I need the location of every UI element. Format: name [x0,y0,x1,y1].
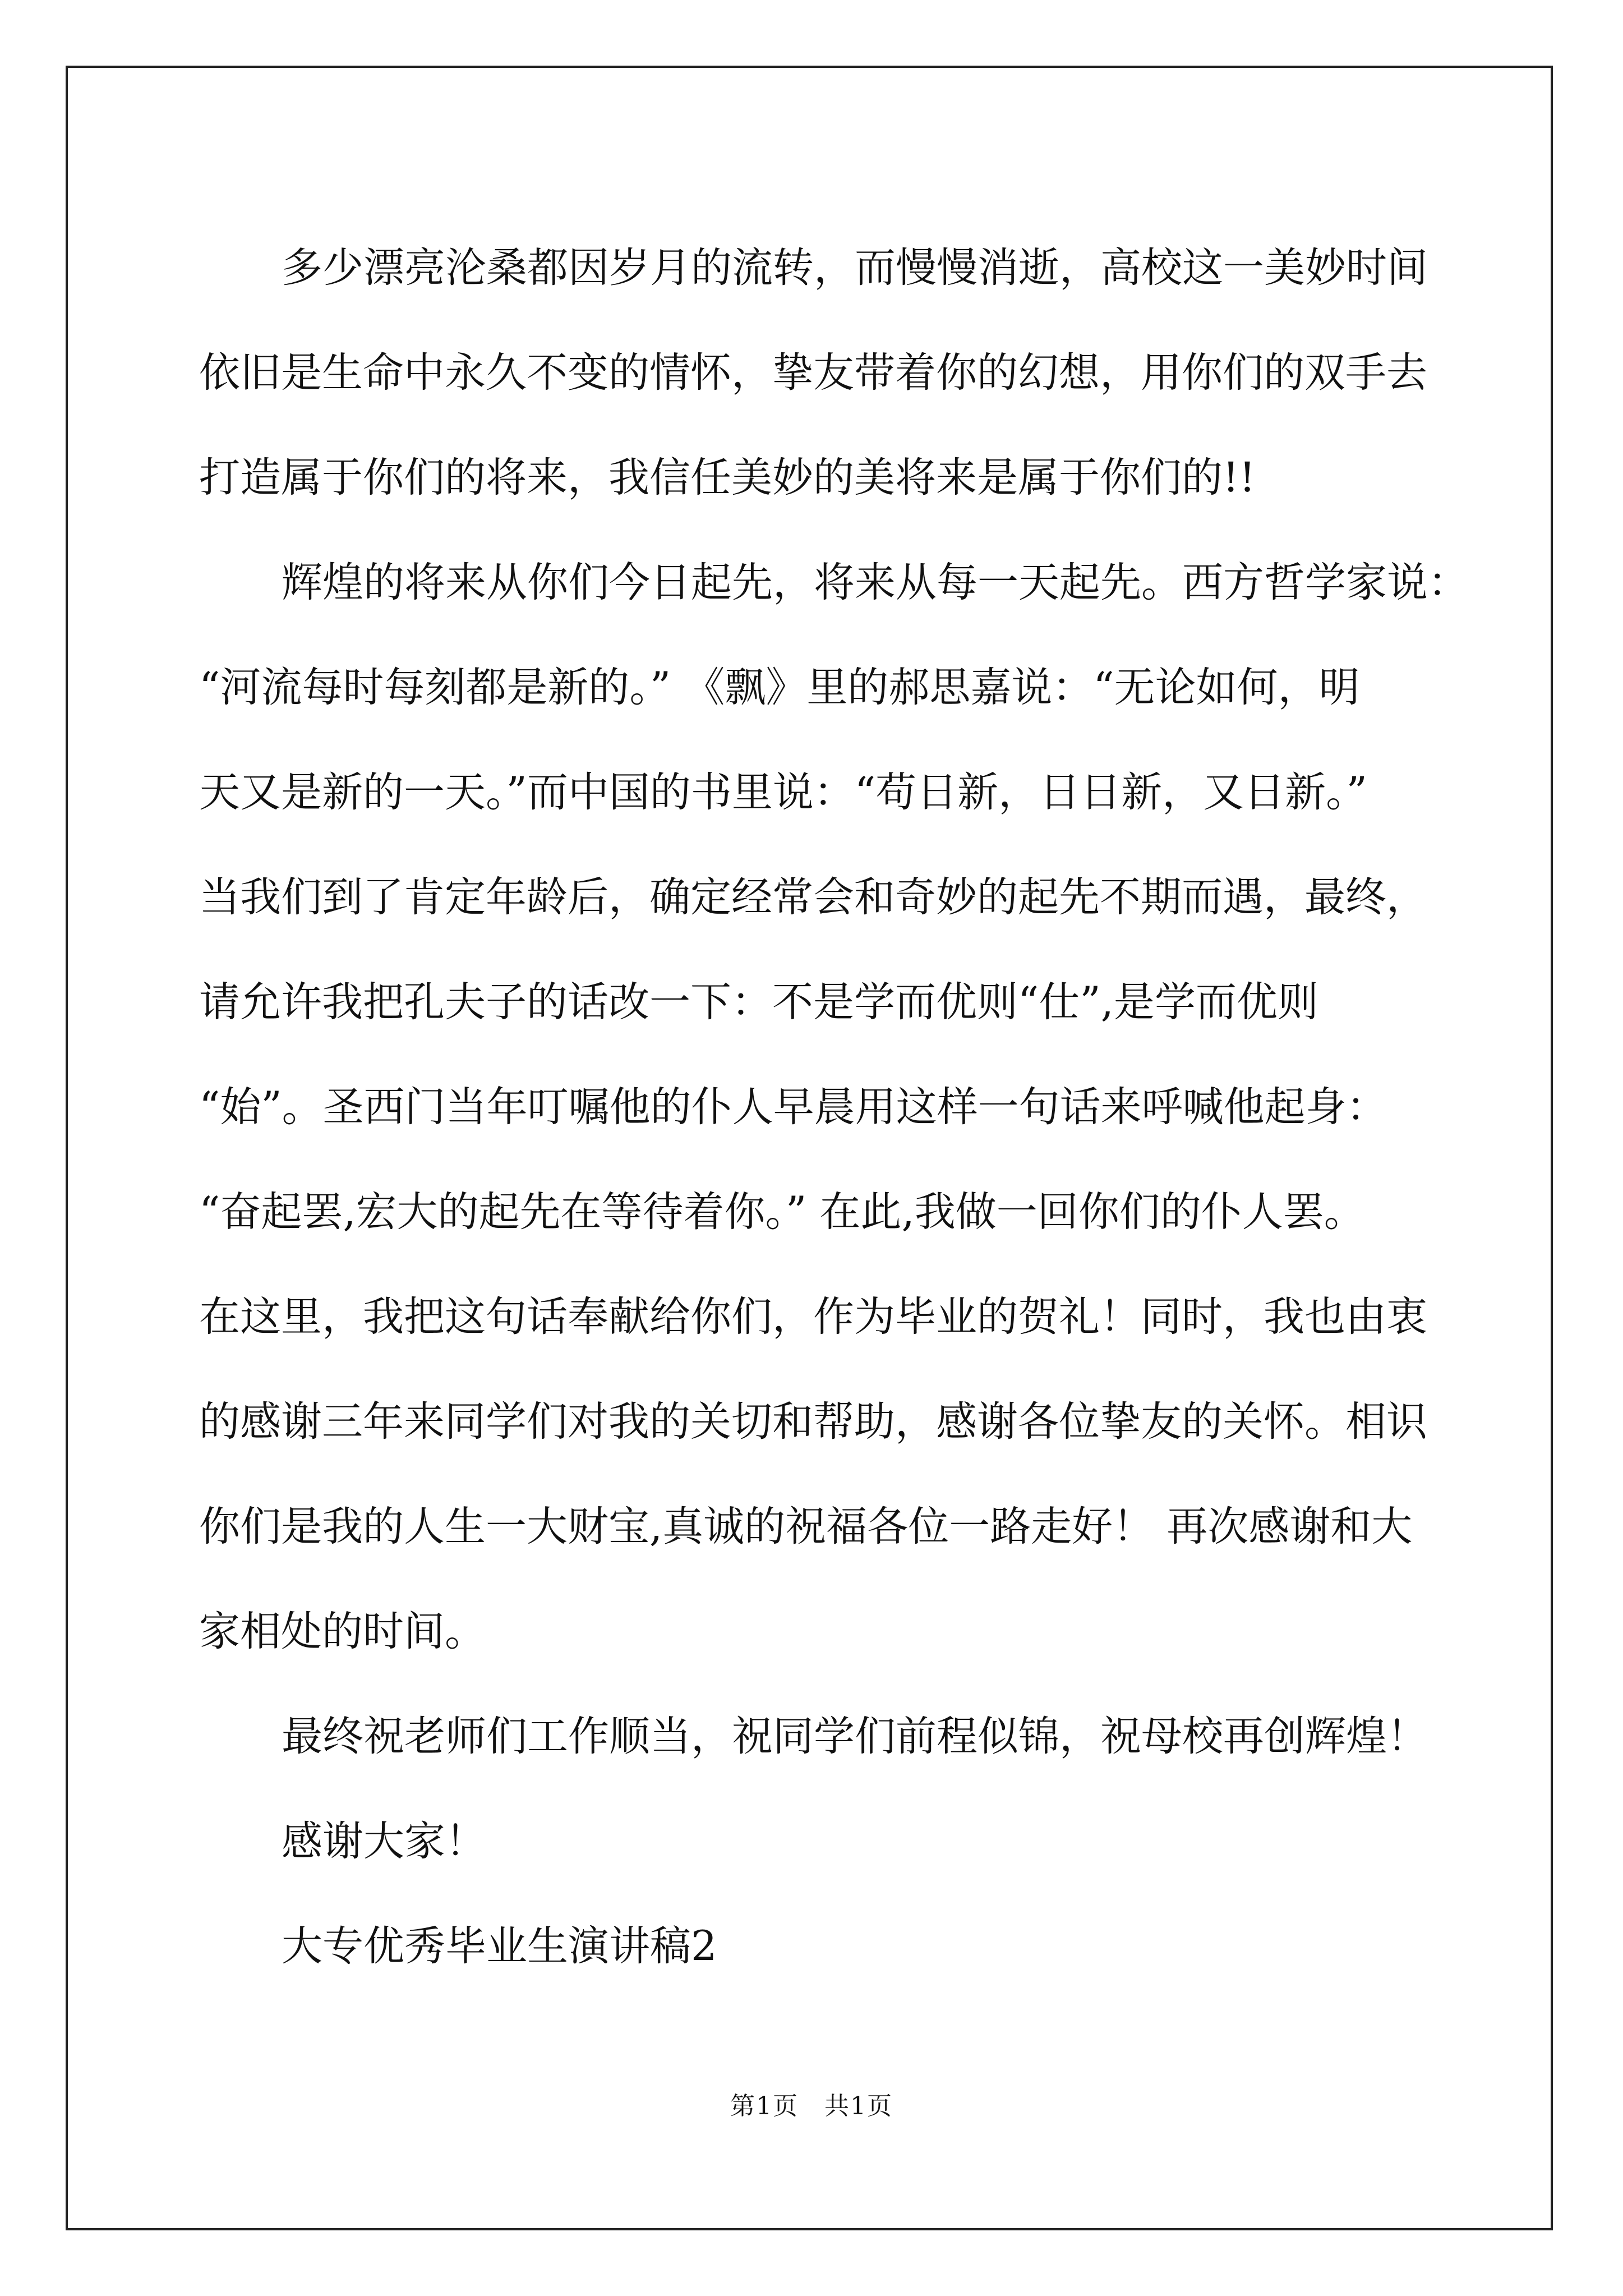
text-line: 大专优秀毕业生演讲稿2 [282,1922,717,1970]
paragraph-4 [199,1789,1433,1894]
text-line: 当我们到了肯定年龄后，确定经常会和奇妙的起先不期而遇，最终， [199,873,1427,921]
text-line: 多少漂亮沦桑都因岁月的流转，而慢慢消逝，高校这一美妙时间 [282,244,1428,292]
text-line: “始”。圣西门当年叮嘱他的仆人早晨用这样一句话来呼喊他起身： [199,1083,1387,1131]
text-line: 辉煌的将来从你们今日起先，将来从每一天起先。西方哲学家说： [282,559,1469,606]
text-line: 请允许我把孔夫子的话改一下：不是学而优则“仕”,是学而优则 [199,978,1318,1026]
paragraph-2 [199,530,1469,1684]
text-line: 依旧是生命中永久不变的情怀，挚友带着你的幻想，用你们的双手去 [199,349,1427,397]
text-line: 你们是我的人生一大财宝,真诚的祝福各位一路走好！ 再次感谢和大 [199,1503,1413,1550]
text-line: 在这里，我把这句话奉献给你们，作为毕业的贺礼！同时，我也由衷 [199,1293,1427,1341]
text-line: “奋起罢,宏大的起先在等待着你。” 在此,我做一回你们的仆人罢。 [199,1188,1365,1236]
text-line: 的感谢三年来同学们对我的关切和帮助，感谢各位挚友的关怀。相识 [199,1398,1427,1446]
text-line: 天又是新的一天。”而中国的书里说：“苟日新，日日新，又日新。” [199,769,1367,816]
text-line: 感谢大家！ [282,1818,486,1865]
text-line: “河流每时每刻都是新的。” 《飘》里的郝思嘉说：“无论如何，明 [199,664,1360,711]
paragraph-3 [199,1684,1433,1789]
text-line: 打造属于你们的将来，我信任美妙的美将来是属于你们的!! [199,454,1256,501]
paragraph-1 [199,215,1433,530]
document-body [199,215,1469,1999]
text-line: 家相处的时间。 [199,1608,486,1655]
section-heading [199,1894,1433,1999]
page-footer: 第1页 共1页 [730,2092,893,2120]
text-line: 最终祝老师们工作顺当，祝同学们前程似锦，祝母校再创辉煌！ [282,1713,1428,1760]
